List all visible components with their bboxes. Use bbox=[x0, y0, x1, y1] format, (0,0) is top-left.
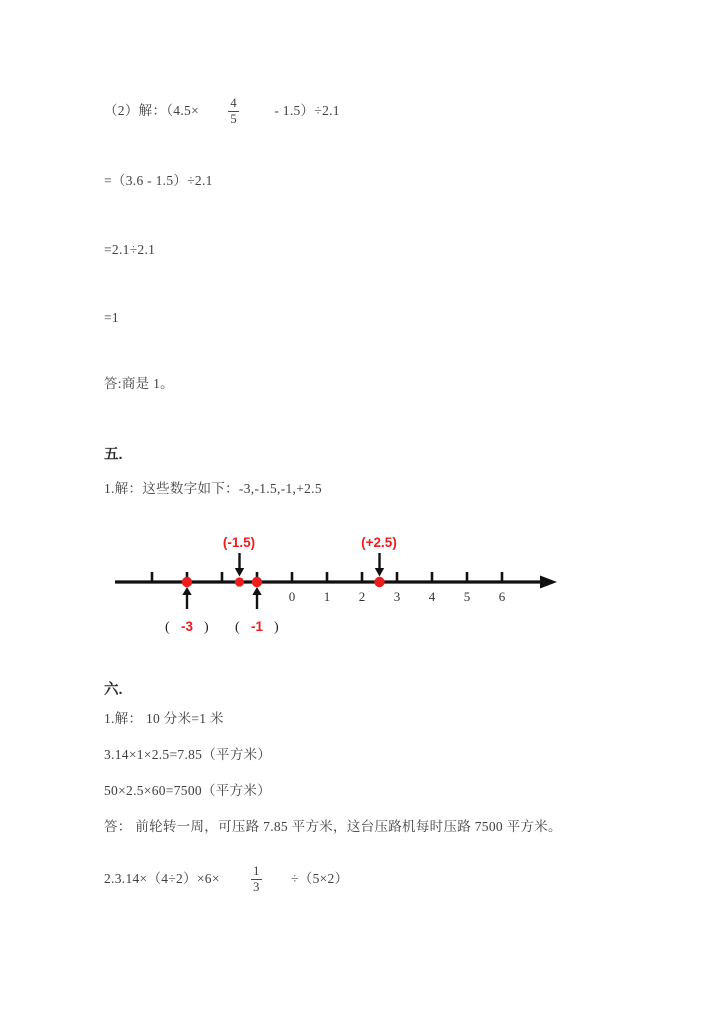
axis-tick-label-1: 1 bbox=[323, 589, 331, 604]
axis-tick-label-0: 0 bbox=[288, 589, 296, 604]
step-1-prefix: （2）解：（4.5× bbox=[104, 103, 199, 119]
item-2-prefix: 2.3.14×（4÷2）×6× bbox=[104, 871, 220, 887]
data-point--1 bbox=[252, 577, 262, 587]
axis-arrowhead-icon bbox=[540, 576, 557, 589]
fraction-numerator: 1 bbox=[253, 864, 260, 878]
fraction-denominator: 3 bbox=[253, 879, 260, 894]
annotation-paren-open--3: ( bbox=[165, 620, 170, 635]
problem-4-step-3: =2.1÷2.1 bbox=[104, 242, 156, 257]
data-point--3 bbox=[182, 577, 192, 587]
annotation-paren-close--1: ) bbox=[274, 620, 279, 635]
arrow-down-icon--1point5 bbox=[235, 553, 244, 577]
item-2-suffix: ÷（5×2） bbox=[291, 871, 349, 887]
section-six-item-1-calc-1: 3.14×1×2.5=7.85（平方米） bbox=[104, 747, 272, 762]
annotation-paren-open--1: ( bbox=[235, 620, 240, 635]
axis-tick-label-5: 5 bbox=[463, 589, 471, 604]
fraction-one-third bbox=[251, 865, 262, 893]
section-six-item-2 bbox=[104, 866, 348, 894]
annotation-plus-2point5: (+2.5) bbox=[361, 535, 397, 550]
section-five-item-1: 1.解：这些数字如下：-3,-1.5,-1,+2.5 bbox=[104, 481, 322, 496]
axis-tick-label-2: 2 bbox=[358, 589, 366, 604]
arrow-up-icon--3 bbox=[182, 587, 191, 609]
annotation-minus-3: -3 bbox=[180, 619, 194, 634]
axis-tick-label-4: 4 bbox=[428, 589, 436, 604]
problem-4-answer: 答:商是 1。 bbox=[104, 376, 174, 391]
axis-tick-label-3: 3 bbox=[393, 589, 401, 604]
annotation-paren-close--3: ) bbox=[204, 620, 209, 635]
number-line-figure bbox=[110, 525, 570, 645]
problem-4-step-4: =1 bbox=[104, 310, 119, 325]
section-heading-five: 五. bbox=[104, 447, 123, 463]
problem-4-step-2: =（3.6 - 1.5）÷2.1 bbox=[104, 173, 213, 188]
fraction-denominator: 5 bbox=[230, 111, 237, 126]
annotation-minus-1: -1 bbox=[250, 619, 264, 634]
arrow-up-icon--1 bbox=[252, 587, 261, 609]
problem-4-step-1 bbox=[104, 98, 340, 126]
data-point-2point5 bbox=[374, 577, 384, 587]
fraction-numerator: 4 bbox=[230, 96, 237, 110]
step-1-suffix: - 1.5）÷2.1 bbox=[274, 103, 340, 119]
section-six-item-1-calc-2: 50×2.5×60=7500（平方米） bbox=[104, 783, 271, 798]
section-six-item-1-solve: 1.解： 10 分米=1 米 bbox=[104, 711, 224, 726]
section-heading-six: 六. bbox=[104, 682, 123, 698]
annotation-minus-1point5: (-1.5) bbox=[222, 535, 256, 550]
section-six-item-1-answer: 答： 前轮转一周，可压路 7.85 平方米，这台压路机每时压路 7500 平方米。 bbox=[104, 819, 562, 834]
fraction-four-fifths bbox=[228, 97, 239, 125]
axis-tick-label-6: 6 bbox=[498, 589, 506, 604]
data-point--1point5 bbox=[235, 577, 244, 586]
arrow-down-icon-2point5 bbox=[375, 553, 384, 577]
